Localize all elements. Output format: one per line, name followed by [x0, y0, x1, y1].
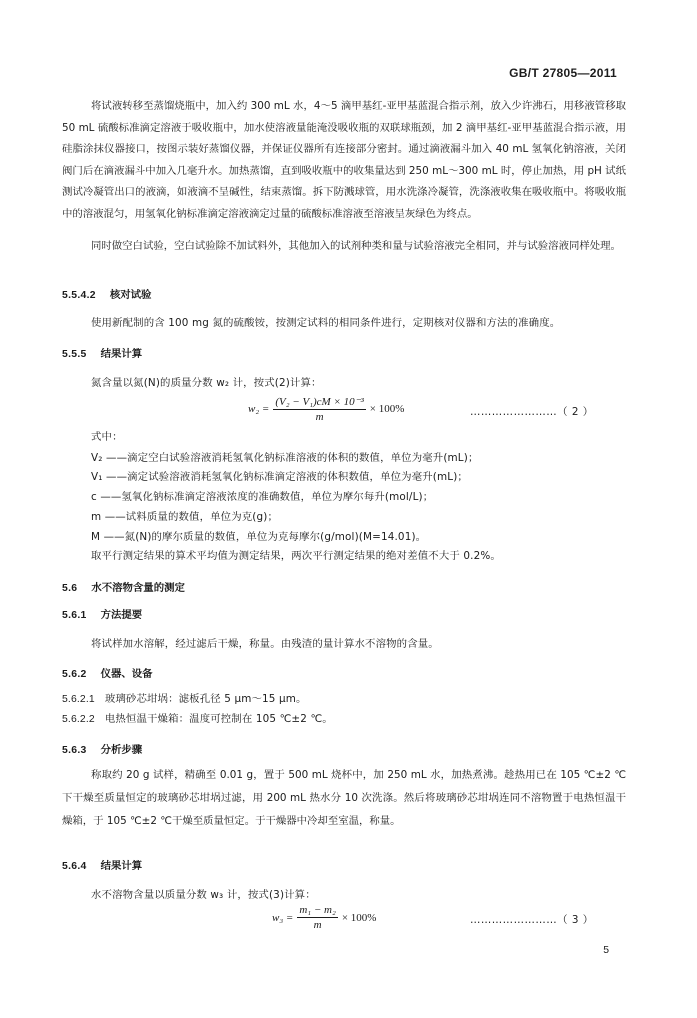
insoluble-formula-intro: 水不溶物含量以质量分数 w₃ 计，按式(3)计算：: [91, 889, 316, 901]
section-number: 5.6.1: [62, 610, 87, 621]
formula-fraction: [297, 904, 337, 931]
formula-numerator: m₁ − m₂: [299, 904, 336, 916]
definition-v2: V₂ ——滴定空白试验溶液消耗氢氧化钠标准溶液的体积的数值，单位为毫升(mL)；: [91, 452, 479, 464]
equation-number-3: ……………………（ 3 ）: [470, 914, 594, 926]
section-number: 5.6: [62, 583, 78, 594]
equipment-item-oven: [62, 709, 333, 731]
standard-number: GB/T 27805—2011: [509, 66, 617, 80]
definition-m: m ——试料质量的数值，单位为克(g)；: [91, 511, 278, 523]
formula-fraction: [273, 395, 365, 423]
section-title: 分析步骤: [100, 744, 143, 756]
formula-lhs: w₂ =: [248, 403, 270, 415]
nitrogen-formula: [248, 395, 404, 423]
distillation-procedure-paragraph: 将试液转移至蒸馏烧瓶中，加入约 300 mL 水，4～5 滴甲基红-亚甲基蓝混合指示剂，放入少许沸石，用移液管移取 50 mL 硫酸标准滴定溶液于吸收瓶中，加水使溶液量能淹没吸收瓶的双联球瓶颈，加 2 滴甲基红-亚甲基蓝混合指示液，用硅脂涂抹仪器接口，按图示装好蒸馏仪器，并保证仪器所有连接部分密封。通过滴液漏斗加入 40 mL 氢氧化钠溶液，关闭阀门后在滴液漏斗中加入几毫升水。加热蒸馏，直到吸收瓶中的收集量达到 250 mL～300 mL 时，停止加热，用 pH 试纸测试冷凝管出口的液滴，如液滴不呈碱性，结束蒸馏。拆下防溅球管，用水洗涤冷凝管，洗涤液收集在吸收瓶中。将吸收瓶中的溶液混匀，用氢氧化钠标准滴定溶液滴定过量的硫酸标准溶液至溶液呈灰绿色为终点。: [62, 100, 626, 220]
item-number: 5.6.2.1: [62, 694, 95, 705]
blank-test-paragraph: 同时做空白试验，空白试验除不加试料外，其他加入的试剂种类和量与试验溶液完全相同，并与试验溶液同样处理。: [91, 240, 621, 252]
nitrogen-formula-intro: 氮含量以氮(N)的质量分数 w₂ 计，按式(2)计算：: [91, 377, 322, 389]
section-title: 核对试验: [109, 289, 152, 301]
section-title: 结果计算: [100, 860, 143, 872]
section-heading-5-5-5: [62, 345, 142, 360]
check-test-text: 使用新配制的含 100 mg 氮的硫酸铵，按测定试料的相同条件进行，定期核对仪器和方法的准确度。: [91, 317, 561, 329]
formula-lhs: w₃ =: [272, 911, 294, 924]
method-principle-text: 将试样加水溶解，经过滤后干燥，称量。由残渣的量计算水不溶物的含量。: [91, 638, 439, 650]
section-heading-5-6-4: [62, 857, 142, 872]
item-text: 玻璃砂芯坩埚：滤板孔径 5 μm～15 μm。: [104, 693, 307, 705]
insoluble-formula: [272, 904, 376, 931]
section-number: 5.5.5: [62, 349, 87, 360]
section-heading-5-6: [62, 579, 185, 594]
section-number: 5.6.4: [62, 861, 87, 872]
equipment-item-crucible: [62, 689, 307, 711]
equation-number-2: ……………………（ 2 ）: [470, 406, 594, 418]
formula-denominator: m: [313, 919, 322, 931]
parallel-result-note: 取平行测定结果的算术平均值为测定结果，两次平行测定结果的绝对差值不大于 0.2%。: [91, 550, 501, 562]
section-heading-5-6-1: [62, 606, 142, 621]
formula-rhs: × 100%: [369, 403, 405, 415]
section-number: 5.6.2: [62, 669, 87, 680]
section-title: 方法提要: [100, 609, 143, 621]
where-label: 式中：: [91, 431, 123, 443]
section-heading-5-6-2: [62, 665, 153, 680]
section-heading-5-5-4-2: [62, 286, 151, 301]
item-number: 5.6.2.2: [62, 714, 95, 725]
section-number: 5.6.3: [62, 745, 87, 756]
section-number: 5.5.4.2: [62, 290, 96, 301]
formula-denominator: m: [315, 411, 324, 423]
analysis-procedure-text: 称取约 20 g 试样，精确至 0.01 g，置于 500 mL 烧杯中，加 250 mL 水，加热煮沸。趁热用已在 105 ℃±2 ℃下干燥至质量恒定的玻璃砂芯坩埚过滤，用 200 mL 热水分 10 次洗涤。然后将玻璃砂芯坩埚连同不溶物置于电热恒温干燥箱，于 105 ℃±2 ℃干燥至质量恒定。于干燥器中冷却至室温，称量。: [62, 769, 626, 827]
definition-c: c ——氢氧化钠标准滴定溶液浓度的准确数值，单位为摩尔每升(mol/L)；: [91, 491, 434, 503]
item-text: 电热恒温干燥箱：温度可控制在 105 ℃±2 ℃。: [104, 713, 333, 725]
section-title: 结果计算: [100, 348, 143, 360]
definition-molar-mass: M ——氮(N)的摩尔质量的数值，单位为克每摩尔(g/mol)(M=14.01)。: [91, 531, 427, 543]
formula-numerator: (V₂ − V₁)cM × 10⁻³: [275, 396, 364, 408]
definition-v1: V₁ ——滴定试验溶液消耗氢氧化钠标准滴定溶液的体积数值，单位为毫升(mL)；: [91, 471, 468, 483]
formula-rhs: × 100%: [341, 911, 377, 924]
section-title: 仪器、设备: [100, 668, 153, 680]
page-number: 5: [603, 945, 609, 956]
section-title: 水不溶物含量的测定: [91, 582, 185, 594]
section-heading-5-6-3: [62, 741, 142, 756]
